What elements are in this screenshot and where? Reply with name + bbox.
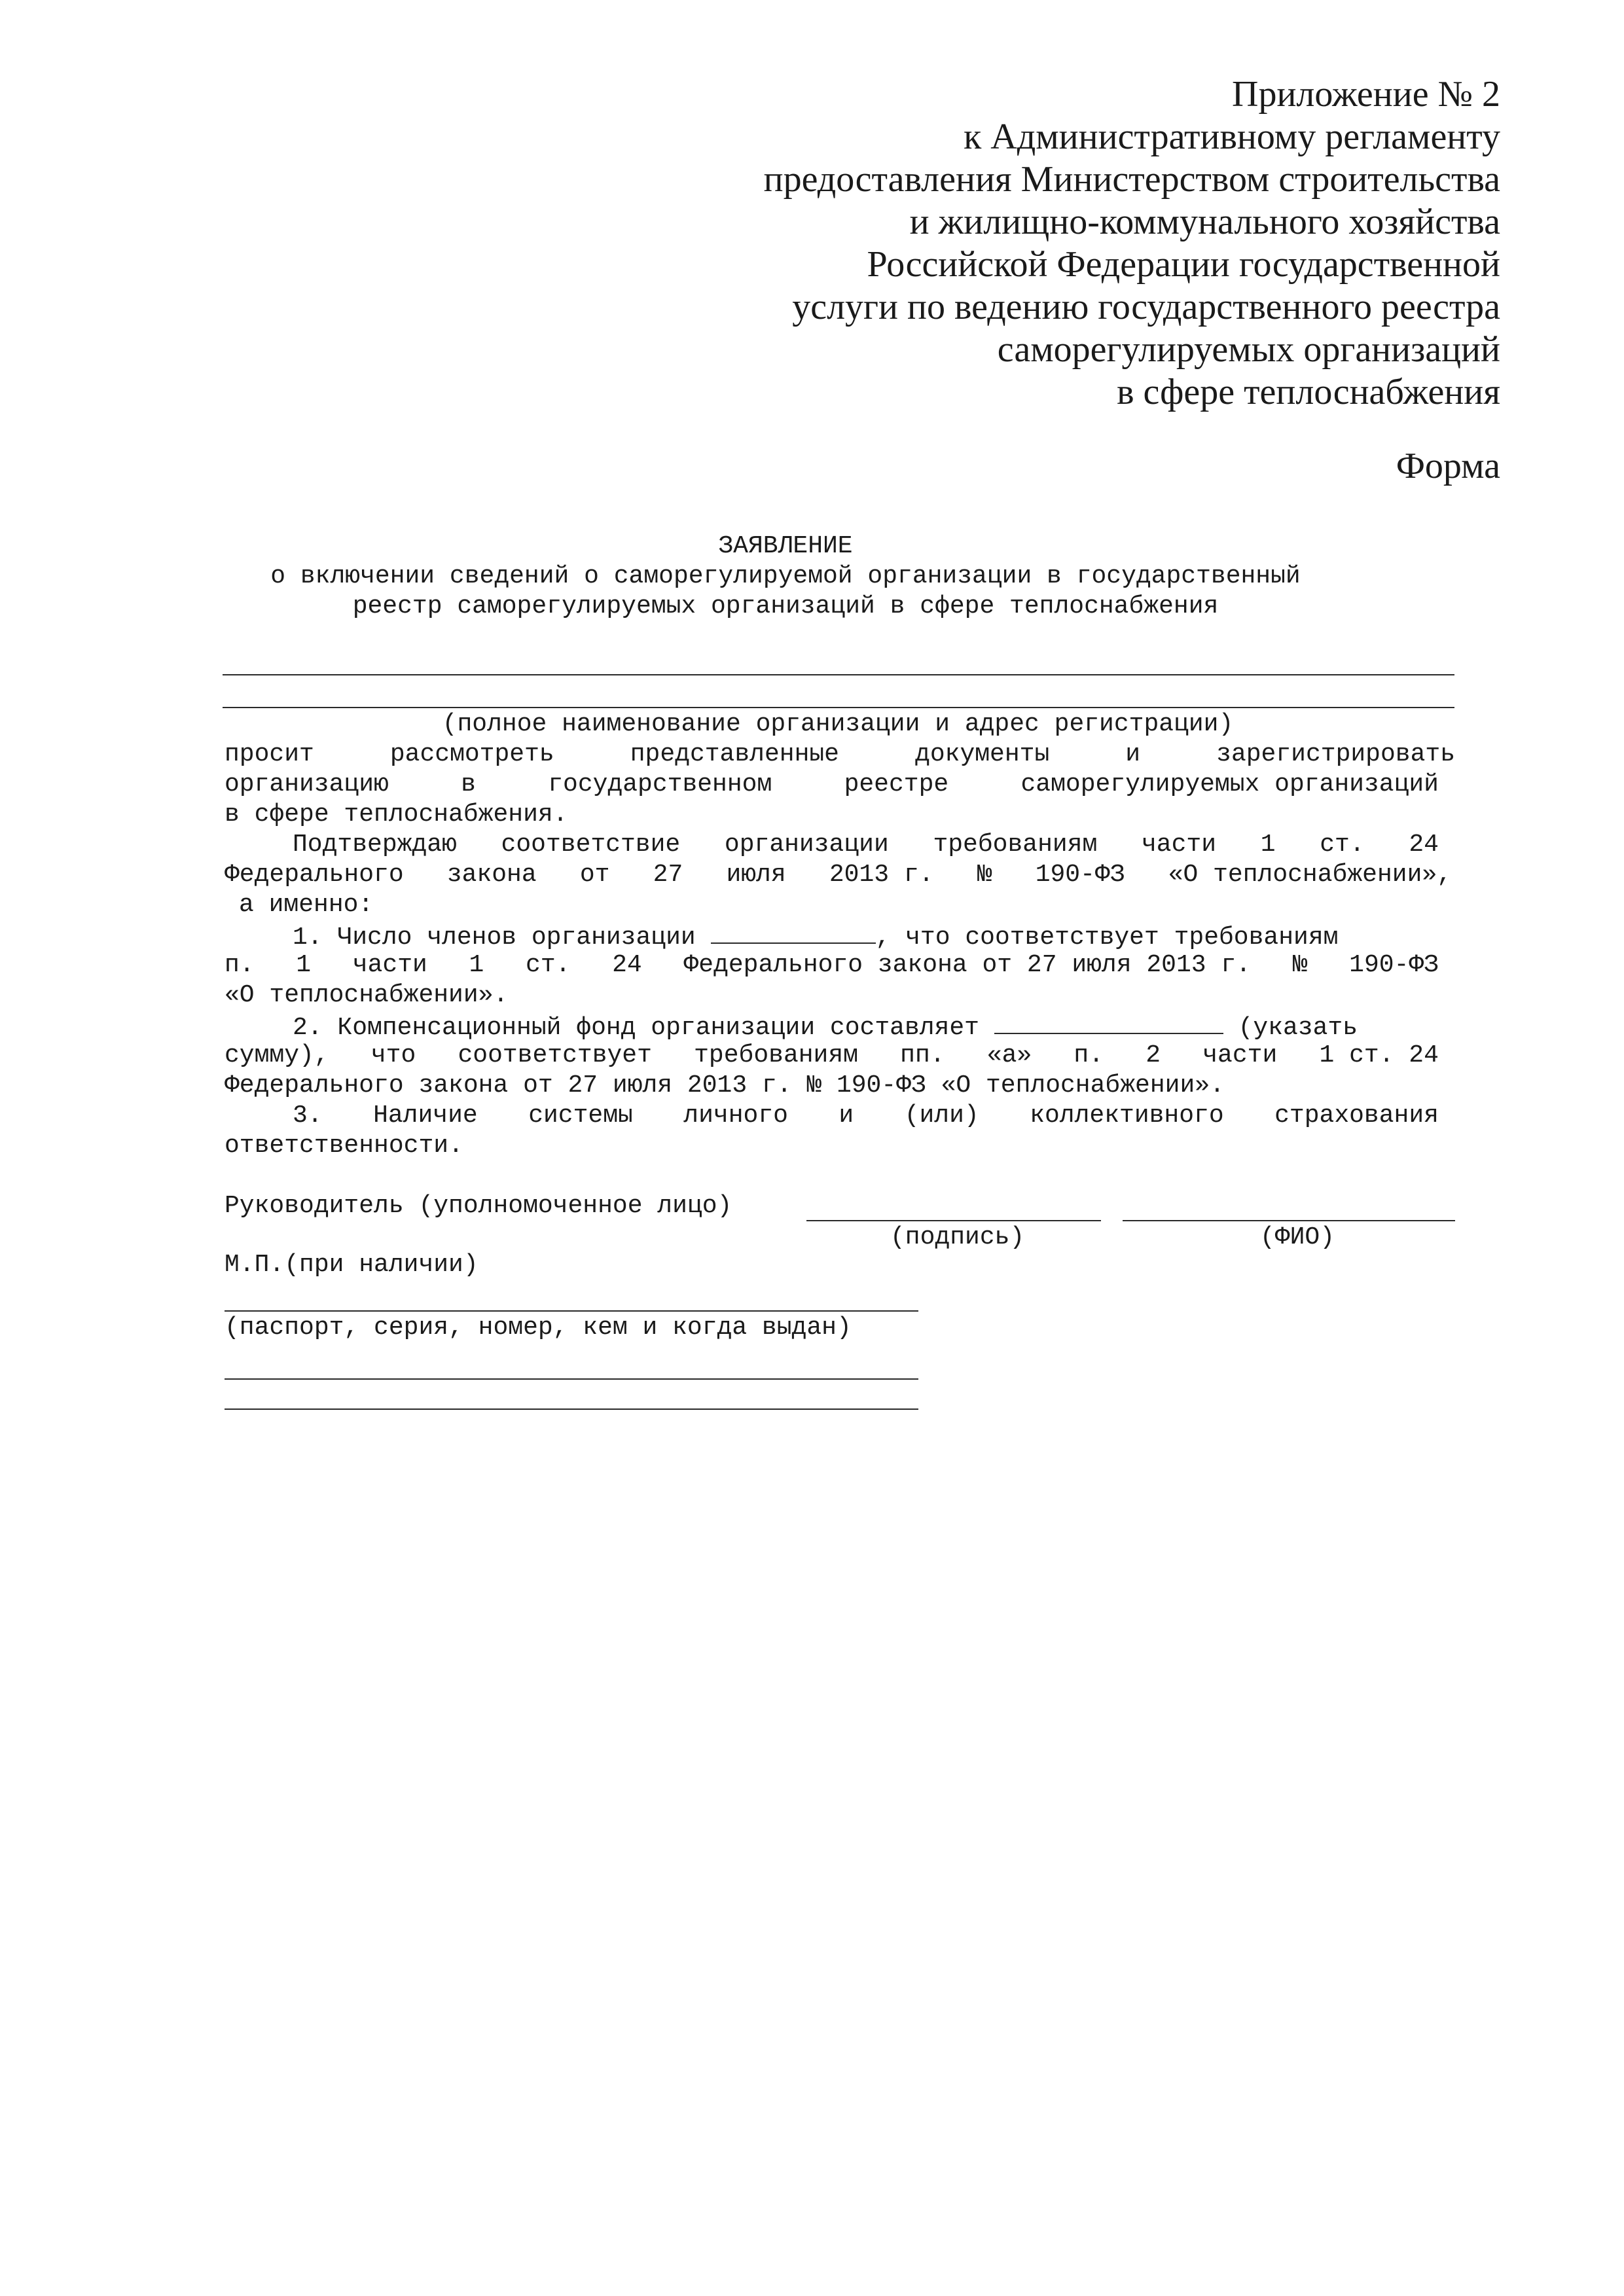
word: 24	[1409, 831, 1439, 859]
word: организации	[724, 831, 889, 859]
word: государственном	[548, 770, 772, 798]
passport-field[interactable]	[225, 1310, 918, 1312]
item3-line: ответственности.	[225, 1132, 463, 1160]
word: (или)	[904, 1102, 979, 1130]
word: 1	[1260, 831, 1276, 859]
request-line: в сфере теплоснабжения.	[225, 800, 568, 829]
item1-text: , что соответствует требованиям	[875, 924, 1339, 952]
word: требованиям	[694, 1041, 858, 1069]
word: закона	[446, 861, 537, 889]
signature-caption: (подпись)	[890, 1223, 1025, 1251]
word: реестре	[844, 770, 949, 798]
passport-extra-line[interactable]	[225, 1378, 918, 1380]
word: июля	[726, 861, 786, 889]
passport-extra-line[interactable]	[225, 1408, 918, 1410]
confirm-line	[293, 830, 1439, 860]
word: просит	[225, 740, 314, 768]
item2-text: 2. Компенсационный фонд организации составляет	[293, 1014, 979, 1042]
appendix-line: Приложение № 2	[1232, 74, 1500, 115]
word: части	[1202, 1041, 1278, 1069]
item1-line	[225, 950, 1439, 980]
word: 190-ФЗ	[1349, 951, 1439, 979]
title-heading: ЗАЯВЛЕНИЕ	[718, 532, 853, 560]
request-line	[225, 770, 1439, 800]
item1-line: «О теплоснабжении».	[225, 981, 509, 1009]
word: организацию	[225, 770, 389, 798]
appendix-line: Российской Федерации государственной	[867, 244, 1500, 285]
org-caption: (полное наименование организации и адрес регистрации)	[442, 710, 1234, 738]
full-name-caption: (ФИО)	[1260, 1223, 1335, 1251]
word: в	[461, 770, 476, 798]
word: сумму),	[225, 1041, 329, 1069]
word: представленные	[630, 740, 839, 768]
word: что	[370, 1041, 416, 1069]
word: ст.	[1320, 831, 1365, 859]
word: 24	[612, 951, 642, 979]
item1-line	[293, 920, 1523, 953]
item1-text: 1. Число членов организации	[293, 924, 696, 952]
passport-caption: (паспорт, серия, номер, кем и когда выдан)	[225, 1314, 852, 1342]
word: ст.	[526, 951, 571, 979]
word: 1 ст. 24	[1319, 1041, 1439, 1069]
stamp-label: М.П.(при наличии)	[225, 1251, 478, 1279]
appendix-header	[655, 73, 1500, 414]
word: части	[352, 951, 427, 979]
appendix-line: саморегулируемых организаций	[997, 329, 1500, 370]
word: Федерального	[225, 861, 404, 889]
confirm-line: а именно:	[239, 891, 374, 919]
word: рассмотреть	[389, 740, 554, 768]
word: и	[839, 1102, 854, 1130]
word: Наличие	[373, 1102, 478, 1130]
word: соответствие	[501, 831, 681, 859]
item2-text: (указать	[1238, 1014, 1358, 1042]
document-title	[223, 531, 1348, 622]
title-line: реестр саморегулируемых организаций в сфере теплоснабжения	[352, 592, 1219, 620]
appendix-line: в сфере теплоснабжения	[1117, 372, 1500, 412]
appendix-line: и жилищно-коммунального хозяйства	[909, 202, 1500, 242]
full-name-field[interactable]	[1123, 1220, 1455, 1221]
appendix-line: предоставления Министерством строительства	[763, 159, 1500, 200]
word: 1	[469, 951, 484, 979]
word: 2	[1146, 1041, 1161, 1069]
word: требованиям	[933, 831, 1098, 859]
confirm-line	[225, 860, 1452, 890]
word: №	[977, 861, 992, 889]
request-line	[225, 740, 1455, 770]
word: 1	[296, 951, 312, 979]
signature-field[interactable]	[806, 1220, 1101, 1221]
word: личного	[683, 1102, 788, 1130]
word: саморегулируемых организаций	[1020, 770, 1439, 798]
word: системы	[528, 1102, 633, 1130]
item2-line	[293, 1011, 1523, 1043]
form-label: Форма	[1396, 446, 1500, 486]
word: Подтверждаю	[293, 831, 457, 859]
appendix-line: к Административному регламенту	[964, 117, 1500, 157]
word: «О теплоснабжении»,	[1168, 861, 1452, 889]
compensation-fund-field[interactable]	[994, 1011, 1223, 1034]
word: п.	[225, 951, 255, 979]
word: от	[579, 861, 610, 889]
item2-line: Федерального закона от 27 июля 2013 г. № 190-ФЗ «О теплоснабжении».	[225, 1071, 1225, 1100]
appendix-line: услуги по ведению государственного реестра	[792, 287, 1500, 327]
word: соответствует	[458, 1041, 652, 1069]
word: страхования	[1274, 1102, 1439, 1130]
word: пп.	[900, 1041, 945, 1069]
word: Федерального закона от 27 июля 2013 г.	[683, 951, 1251, 979]
word: №	[1292, 951, 1308, 979]
word: 2013 г.	[829, 861, 934, 889]
title-line: о включении сведений о саморегулируемой организации в государственный	[270, 562, 1301, 590]
word: части	[1142, 831, 1217, 859]
members-count-field[interactable]	[711, 920, 876, 944]
org-name-line[interactable]	[223, 674, 1454, 675]
word: 190-ФЗ	[1035, 861, 1125, 889]
word: и	[1125, 740, 1141, 768]
word: зарегистрировать	[1216, 740, 1455, 768]
word: коллективного	[1030, 1102, 1224, 1130]
org-address-line[interactable]	[223, 707, 1454, 708]
head-label: Руководитель (уполномоченное лицо)	[225, 1192, 732, 1220]
word: документы	[915, 740, 1050, 768]
word: «а»	[986, 1041, 1032, 1069]
word: п.	[1074, 1041, 1104, 1069]
word: 27	[653, 861, 683, 889]
item2-line	[225, 1041, 1439, 1071]
item3-line	[293, 1101, 1439, 1131]
word: 3.	[293, 1102, 323, 1130]
